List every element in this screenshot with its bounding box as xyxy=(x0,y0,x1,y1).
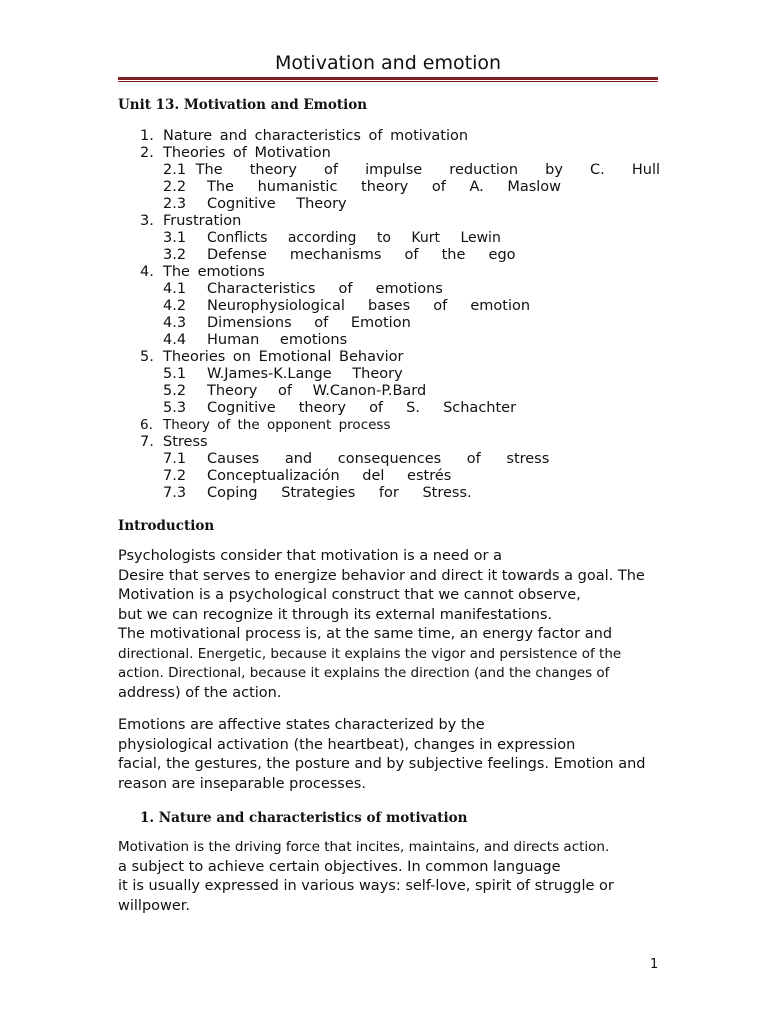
paragraph-line: directional. Energetic, because it explains the vigor and persistence of the xyxy=(118,645,622,662)
paragraph-line: reason are inseparable processes. xyxy=(118,775,366,792)
toc-text: Conceptualización del estrés xyxy=(207,468,452,484)
toc-number: 7.2 xyxy=(163,468,187,484)
introduction-paragraph-1 xyxy=(118,547,678,703)
toc-text: Characteristics of emotions xyxy=(207,281,443,297)
toc-number: 2.3 xyxy=(163,196,187,212)
toc-text: Stress xyxy=(163,434,208,450)
paragraph-line: but we can recognize it through its external manifestations. xyxy=(118,606,553,623)
introduction-heading: Introduction xyxy=(118,518,215,534)
toc-subitem xyxy=(163,383,660,400)
paragraph-line: action. Directional, because it explains the direction (and the changes of xyxy=(118,665,610,681)
toc-text: Human emotions xyxy=(207,332,348,348)
toc-number: 4. xyxy=(140,264,154,280)
toc-text: Theory of W.Canon-P.Bard xyxy=(207,383,427,399)
unit-title: Unit 13. Motivation and Emotion xyxy=(118,97,368,113)
toc-number: 5.3 xyxy=(163,400,187,416)
toc-number: 7.1 xyxy=(163,451,187,467)
toc-number: 4.4 xyxy=(163,332,187,348)
toc-subitem xyxy=(163,315,660,332)
toc-number: 2.1 xyxy=(163,162,187,178)
toc-number: 3. xyxy=(140,213,154,229)
toc-item xyxy=(140,145,660,162)
toc-text: The theory of impulse reduction by C. Hull xyxy=(195,162,660,178)
toc-text: Frustration xyxy=(163,213,242,229)
introduction-paragraph-2 xyxy=(118,716,678,794)
header-rule-thin xyxy=(118,81,658,82)
toc-text: Theories on Emotional Behavior xyxy=(163,349,404,365)
toc-text: Theory of the opponent process xyxy=(163,417,391,433)
toc-number: 4.1 xyxy=(163,281,187,297)
section-1-paragraph xyxy=(118,838,678,916)
toc-subitem xyxy=(163,247,660,264)
toc-subitem xyxy=(163,162,660,179)
paragraph-line: Motivation is the driving force that incites, maintains, and directs action. xyxy=(118,839,610,855)
toc-text: The emotions xyxy=(163,264,265,280)
toc-number: 4.3 xyxy=(163,315,187,331)
paragraph-line: physiological activation (the heartbeat), changes in expression xyxy=(118,736,576,753)
toc-subitem xyxy=(163,196,660,213)
toc-item xyxy=(140,264,660,281)
toc-number: 6. xyxy=(140,417,153,433)
toc-subitem xyxy=(163,400,660,417)
toc-subitem xyxy=(163,451,660,468)
toc-number: 7.3 xyxy=(163,485,187,501)
toc-text: Coping Strategies for Stress. xyxy=(207,485,472,501)
page-header-title: Motivation and emotion xyxy=(274,52,502,74)
toc-item xyxy=(140,213,660,230)
page-number: 1 xyxy=(650,957,659,972)
toc-subitem xyxy=(163,298,660,315)
paragraph-line: Psychologists consider that motivation is a need or a xyxy=(118,548,502,564)
section-1-heading: 1. Nature and characteristics of motivation xyxy=(140,810,468,826)
paragraph-line: address) of the action. xyxy=(118,684,282,701)
toc-item xyxy=(140,417,660,434)
paragraph-line: a subject to achieve certain objectives. In common language xyxy=(118,858,561,875)
paragraph-line: The motivational process is, at the same time, an energy factor and xyxy=(118,626,613,642)
paragraph-line: Emotions are affective states characterized by the xyxy=(118,717,485,733)
toc-number: 3.1 xyxy=(163,230,187,246)
toc-text: Dimensions of Emotion xyxy=(207,315,411,331)
paragraph-line: facial, the gestures, the posture and by subjective feelings. Emotion and xyxy=(118,756,646,772)
toc-text: Conflicts according to Kurt Lewin xyxy=(207,230,501,246)
toc-number: 5. xyxy=(140,349,154,365)
paragraph-line: willpower. xyxy=(118,897,191,914)
paragraph-line: it is usually expressed in various ways: self-love, spirit of struggle or xyxy=(118,878,614,894)
toc-item xyxy=(140,434,660,451)
toc-subitem xyxy=(163,230,660,247)
toc-text: Nature and characteristics of motivation xyxy=(163,128,469,144)
toc-text: W.James-K.Lange Theory xyxy=(207,366,403,382)
toc-text: Defense mechanisms of the ego xyxy=(207,247,516,263)
toc-number: 7. xyxy=(140,434,154,450)
paragraph-line: Motivation is a psychological construct that we cannot observe, xyxy=(118,587,581,603)
toc-number: 2.2 xyxy=(163,179,187,195)
toc-subitem xyxy=(163,332,660,349)
toc-text: Cognitive Theory xyxy=(207,196,347,212)
paragraph-line: Desire that serves to energize behavior and direct it towards a goal. The xyxy=(118,567,645,584)
toc-text: Cognitive theory of S. Schachter xyxy=(207,400,517,416)
header-rule xyxy=(118,77,658,80)
toc-item xyxy=(140,349,660,366)
toc-number: 1. xyxy=(140,128,154,144)
toc-number: 4.2 xyxy=(163,298,187,314)
toc-subitem xyxy=(163,366,660,383)
toc-subitem xyxy=(163,485,660,502)
table-of-contents xyxy=(140,128,660,502)
toc-subitem xyxy=(163,468,660,485)
toc-text: Neurophysiological bases of emotion xyxy=(207,298,531,314)
toc-text: Causes and consequences of stress xyxy=(207,451,550,467)
toc-number: 3.2 xyxy=(163,247,187,263)
toc-item xyxy=(140,128,660,145)
toc-text: Theories of Motivation xyxy=(163,145,331,161)
toc-text: The humanistic theory of A. Maslow xyxy=(207,179,562,195)
toc-number: 2. xyxy=(140,145,154,161)
toc-number: 5.2 xyxy=(163,383,187,399)
toc-subitem xyxy=(163,281,660,298)
toc-number: 5.1 xyxy=(163,366,187,382)
toc-subitem xyxy=(163,179,660,196)
